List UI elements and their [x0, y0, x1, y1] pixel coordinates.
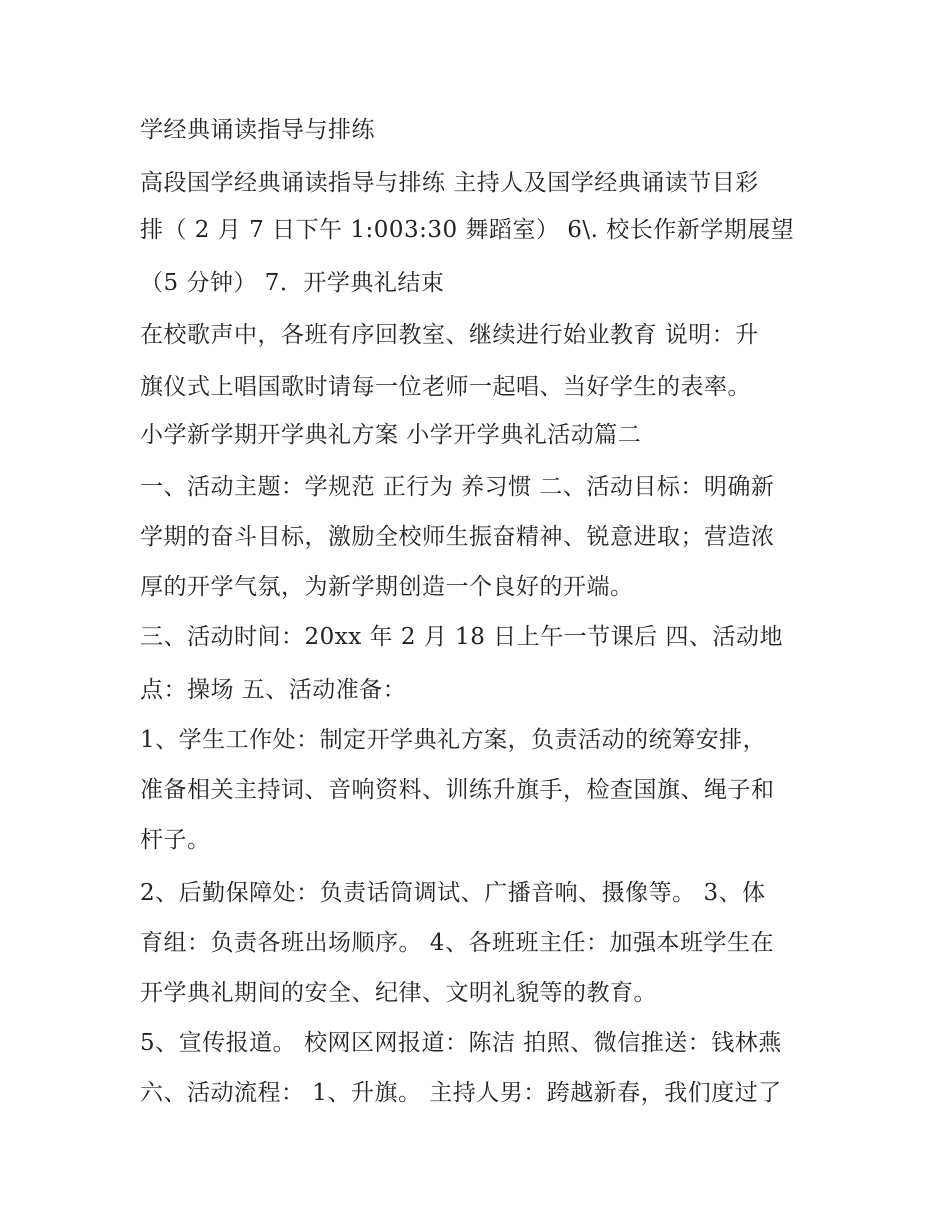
- text-line: 杆子。: [140, 827, 211, 853]
- text-line: 点：操场 五、活动准备：: [140, 677, 407, 703]
- text-line: 旗仪式上唱国歌时请每一位老师一起唱、当好学生的表率。: [140, 374, 751, 400]
- text-line: 育组：负责各班出场顺序。 4、各班班主任：加强本班学生在: [140, 930, 774, 956]
- text-line: 三、活动时间：20xx 年 2 月 18 日上午一节课后 四、活动地: [140, 624, 783, 650]
- text-line: 厚的开学气氛，为新学期创造一个良好的开端。: [140, 574, 634, 600]
- text-line: 一、活动主题：学规范 正行为 养习惯 二、活动目标：明确新: [140, 474, 775, 500]
- text-line: （5 分钟） 7．开学典礼结束: [140, 270, 445, 296]
- text-line: 在校歌声中，各班有序回教室、继续进行始业教育 说明：升: [140, 322, 759, 348]
- text-line: 六、活动流程： 1、升旗。 主持人男：跨越新春，我们度过了: [140, 1080, 782, 1106]
- text-line: 2、后勤保障处：负责话筒调试、广播音响、摄像等。 3、体: [140, 880, 766, 906]
- text-line: 开学典礼期间的安全、纪律、文明礼貌等的教育。: [140, 980, 657, 1006]
- text-line: 小学新学期开学典礼方案 小学开学典礼活动篇二: [140, 422, 642, 448]
- text-line: 高段国学经典诵读指导与排练 主持人及国学经典诵读节目彩: [140, 170, 759, 196]
- text-line: 学经典诵读指导与排练: [140, 117, 375, 143]
- text-line: 排（ 2 月 7 日下午 1:003:30 舞蹈室） 6\. 校长作新学期展望: [140, 217, 795, 243]
- text-line: 准备相关主持词、音响资料、训练升旗手，检查国旗、绳子和: [140, 777, 775, 803]
- text-line: 5、宣传报道。 校网区网报道：陈洁 拍照、微信推送：钱林燕: [140, 1030, 782, 1056]
- text-line: 学期的奋斗目标，激励全校师生振奋精神、锐意进取；营造浓: [140, 524, 775, 550]
- text-line: 1、学生工作处：制定开学典礼方案，负责活动的统筹安排，: [140, 727, 767, 753]
